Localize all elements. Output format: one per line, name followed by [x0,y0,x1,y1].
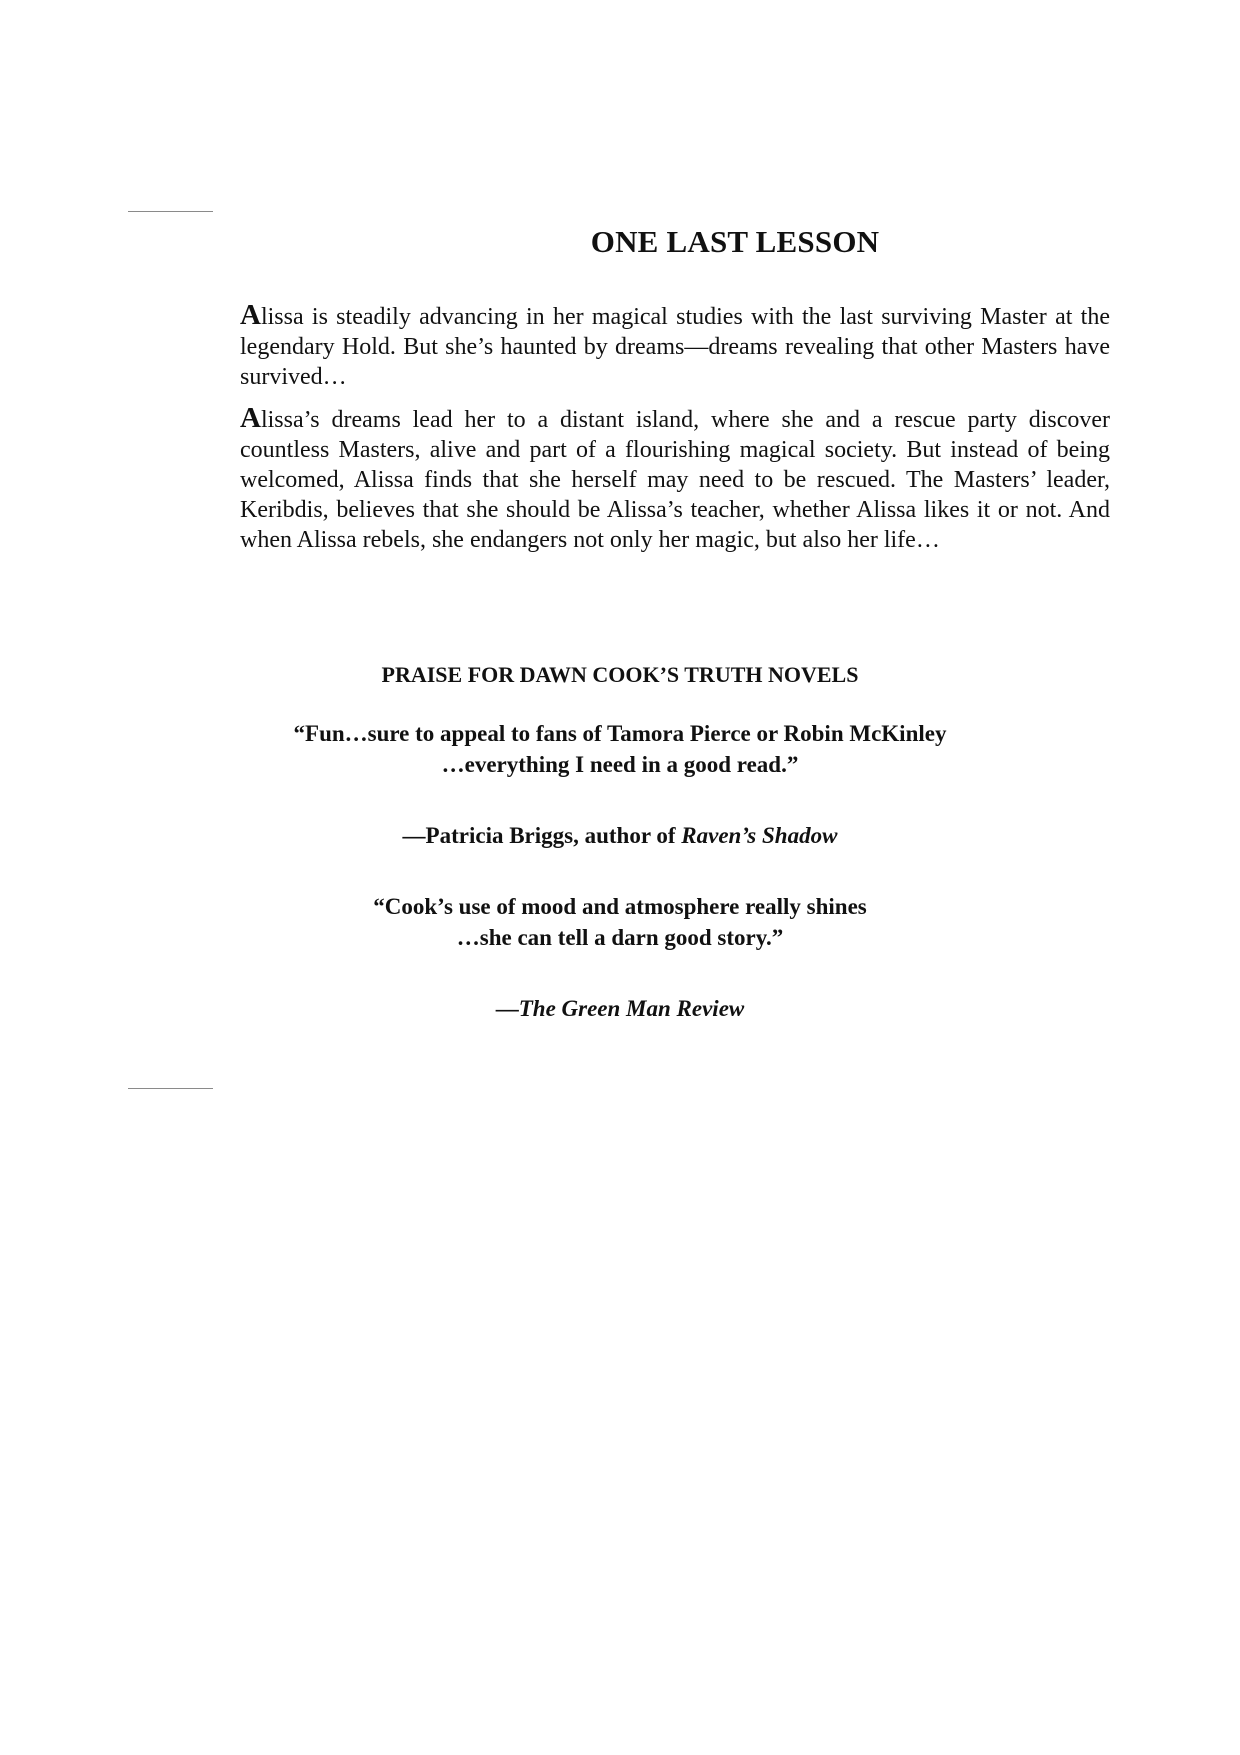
bottom-margin-rule [128,1088,213,1089]
attribution-author: —Patricia Briggs, author of [402,823,682,848]
review-quote-2 [120,891,1120,953]
review-quote-1 [120,718,1120,780]
paragraph-text: lissa is steadily advancing in her magical studies with the last surviving Master at the legendary Hold. But she’s haunted by dreams—dreams revealing that other Masters have survived… [240,304,1110,390]
quote-attribution-2 [120,993,1120,1024]
quote-line: …she can tell a darn good story.” [456,925,784,950]
attribution-work-title: The Green Man Review [518,996,745,1021]
praise-section [120,662,1120,1024]
quote-line: “Cook’s use of mood and atmosphere really shines [373,894,867,919]
synopsis-paragraph-1 [240,300,1110,392]
page-title: ONE LAST LESSON [590,224,880,259]
synopsis-paragraph-2 [240,403,1110,555]
quote-line: “Fun…sure to appeal to fans of Tamora Pierce or Robin McKinley [293,721,947,746]
top-margin-rule [128,211,213,212]
quote-attribution-1 [120,820,1120,851]
quote-line: …everything I need in a good read.” [441,752,799,777]
dropcap-letter: A [240,402,261,434]
praise-heading: PRAISE FOR DAWN COOK’S TRUTH NOVELS [381,662,859,687]
attribution-work-title: Raven’s Shadow [681,823,838,848]
dropcap-letter: A [240,299,261,331]
synopsis [240,300,1110,566]
attribution-author: — [495,996,519,1021]
paragraph-text: lissa’s dreams lead her to a distant island, where she and a rescue party discover countless Masters, alive and part of a flourishing magical society. But instead of being welcomed, Alissa finds that she herself may need to be rescued. The Masters’ leader, Keribdis, believes that she should be Alissa’s teacher, whether Alissa likes it or not. And when Alissa rebels, she endangers not only her magic, but also her life… [240,407,1110,553]
